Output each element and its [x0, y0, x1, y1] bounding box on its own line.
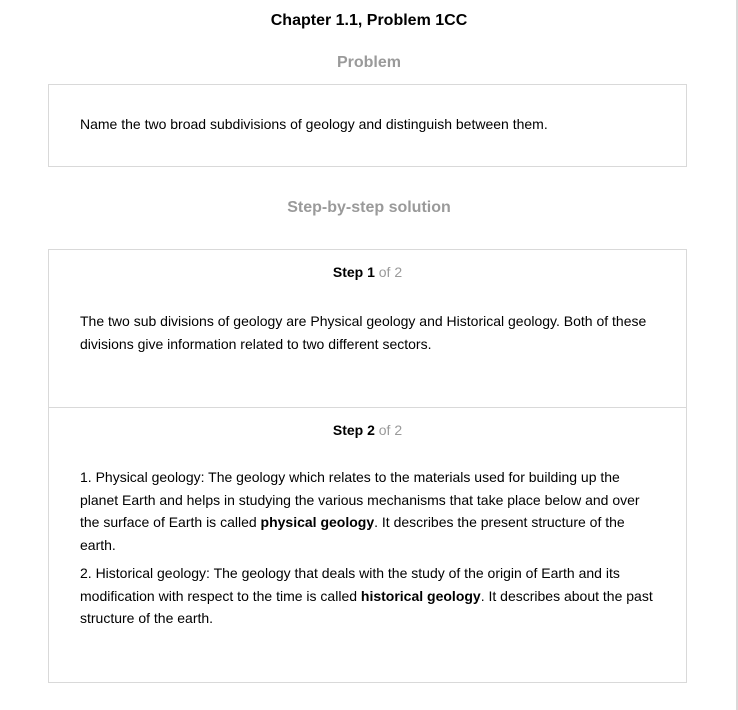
historical-geology-text-end: . It describes about the past structure of the earth.	[80, 587, 653, 626]
step-2-label: Step 2	[332, 422, 375, 438]
step-2-header	[49, 420, 686, 440]
solution-heading: Step-by-step solution	[287, 199, 451, 216]
step-1-card	[49, 250, 686, 408]
historical-geology-item	[80, 562, 660, 630]
problem-text: Name the two broad subdivisions of geology and distinguish between them.	[80, 116, 548, 132]
chapter-title: Chapter 1.1, Problem 1CC	[270, 12, 468, 29]
step-1-header	[49, 262, 686, 282]
step-1-label: Step 1	[332, 264, 375, 280]
step-2-count: of 2	[378, 422, 403, 438]
problem-box	[48, 84, 687, 167]
physical-geology-text-start: 1. Physical geology: The geology which relates to the materials used for building up the planet Earth and helps in studying the various mechanisms that take place below and over the surface of Earth is called	[80, 469, 640, 530]
step-2-body	[80, 466, 660, 636]
step-1-body	[80, 310, 660, 361]
physical-geology-text-end: . It describes the present structure of the earth.	[80, 514, 625, 553]
physical-geology-item	[80, 466, 660, 556]
historical-geology-text-start: 2. Historical geology: The geology that deals with the study of the origin of Earth and its modification with respect to the time is called	[80, 565, 620, 604]
step-1-paragraph: The two sub divisions of geology are Physical geology and Historical geology. Both of these divisions give information related to two different sectors.	[80, 313, 647, 352]
solution-steps	[48, 249, 687, 683]
historical-geology-term: historical geology	[360, 587, 481, 604]
physical-geology-term: physical geology	[260, 514, 375, 530]
step-1-count: of 2	[378, 264, 403, 280]
problem-heading: Problem	[336, 54, 401, 71]
step-2-card	[49, 408, 686, 682]
